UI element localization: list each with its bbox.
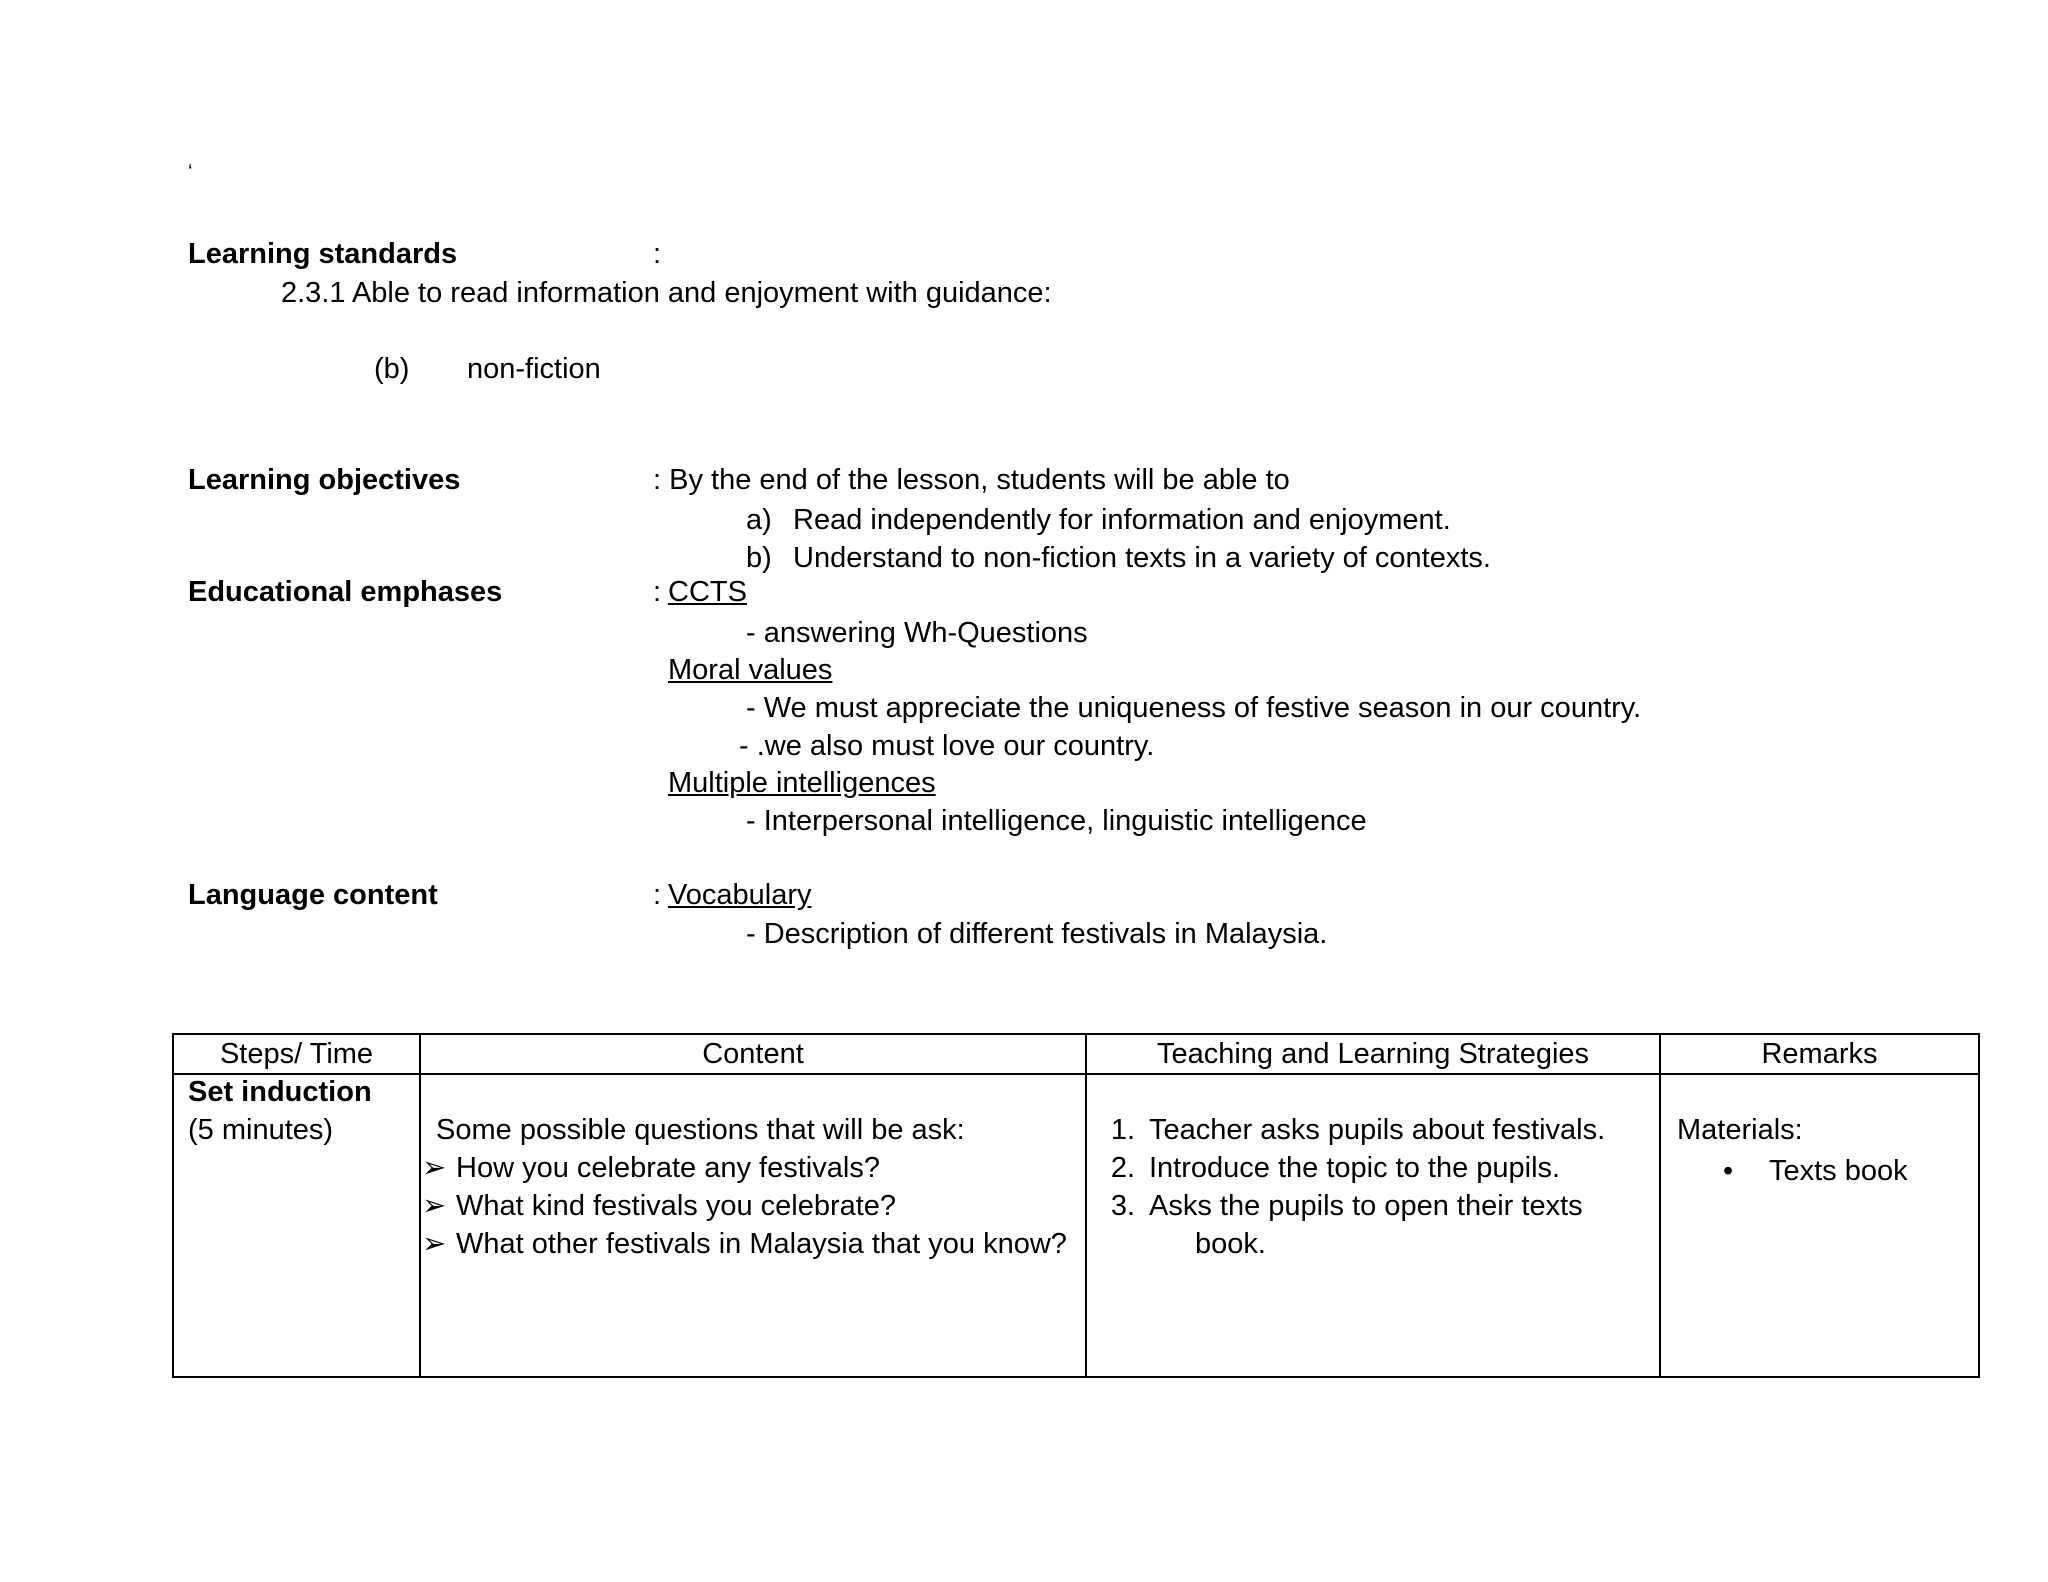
arrow-bullet-icon: ➢ — [422, 1152, 447, 1184]
learning-standard-sub-marker: (b) — [374, 353, 410, 385]
list-item: • Texts book — [1723, 1155, 1908, 1187]
strategies-cell — [1086, 1074, 1660, 1377]
moral-values-heading: Moral values — [668, 654, 833, 686]
bullet-icon: • — [1723, 1155, 1734, 1187]
educational-emphases-colon: : — [653, 576, 662, 608]
column-header-content: Content — [420, 1034, 1086, 1074]
list-item: 2. Introduce the topic to the pupils. — [1110, 1152, 1561, 1184]
arrow-bullet-icon: ➢ — [422, 1190, 447, 1222]
remarks-cell — [1660, 1074, 1979, 1377]
list-item: 3. Asks the pupils to open their texts — [1110, 1190, 1583, 1222]
objective-text-a: Read independently for information and enjoyment. — [793, 504, 1451, 536]
content-intro: Some possible questions that will be ask: — [436, 1114, 965, 1146]
learning-standard-item: 2.3.1 Able to read information and enjoyment with guidance: — [281, 277, 1052, 309]
ccts-item: - answering Wh-Questions — [746, 617, 1088, 649]
moral-value-item-2: - .we also must love our country. — [739, 730, 1155, 762]
objective-marker-b: b) — [746, 542, 772, 574]
list-item: ➢ What kind festivals you celebrate? — [422, 1190, 897, 1222]
stray-mark: ‘ — [188, 161, 193, 183]
list-item: ➢ How you celebrate any festivals? — [422, 1152, 880, 1184]
moral-value-item-1: - We must appreciate the uniqueness of festive season in our country. — [746, 692, 1642, 724]
column-header-remarks: Remarks — [1660, 1034, 1979, 1074]
list-item: 1. Teacher asks pupils about festivals. — [1110, 1114, 1606, 1146]
learning-standards-label: Learning standards — [188, 238, 458, 270]
lesson-steps-table — [172, 1033, 1980, 1378]
vocabulary-item: - Description of different festivals in Malaysia. — [746, 918, 1328, 950]
vocabulary-heading: Vocabulary — [668, 879, 812, 911]
language-content-colon: : — [653, 879, 662, 911]
multiple-intelligences-heading: Multiple intelligences — [668, 767, 936, 799]
strategy-continuation: book. — [1195, 1228, 1266, 1260]
column-header-strategies: Teaching and Learning Strategies — [1086, 1034, 1660, 1074]
objective-marker-a: a) — [746, 504, 772, 536]
steps-time-cell — [173, 1074, 420, 1377]
learning-standards-colon: : — [653, 238, 662, 270]
ccts-heading: CCTS — [668, 576, 747, 608]
content-cell — [420, 1074, 1086, 1377]
language-content-label: Language content — [188, 879, 438, 911]
objective-text-b: Understand to non-fiction texts in a variety of contexts. — [793, 542, 1491, 574]
educational-emphases-label: Educational emphases — [188, 576, 503, 608]
column-header-steps-time: Steps/ Time — [173, 1034, 420, 1074]
multiple-intelligences-item: - Interpersonal intelligence, linguistic intelligence — [746, 805, 1367, 837]
table-header-row — [173, 1034, 1979, 1074]
step-title: Set induction — [188, 1076, 372, 1108]
table-row — [173, 1074, 1979, 1377]
list-item: ➢ What other festivals in Malaysia that you know? — [422, 1228, 1067, 1260]
learning-objectives-intro: : By the end of the lesson, students will be able to — [653, 464, 1290, 496]
learning-objectives-label: Learning objectives — [188, 464, 461, 496]
step-time: (5 minutes) — [188, 1114, 334, 1146]
learning-standard-sub-text: non-fiction — [467, 353, 601, 385]
remarks-label: Materials: — [1677, 1114, 1803, 1146]
arrow-bullet-icon: ➢ — [422, 1228, 447, 1260]
